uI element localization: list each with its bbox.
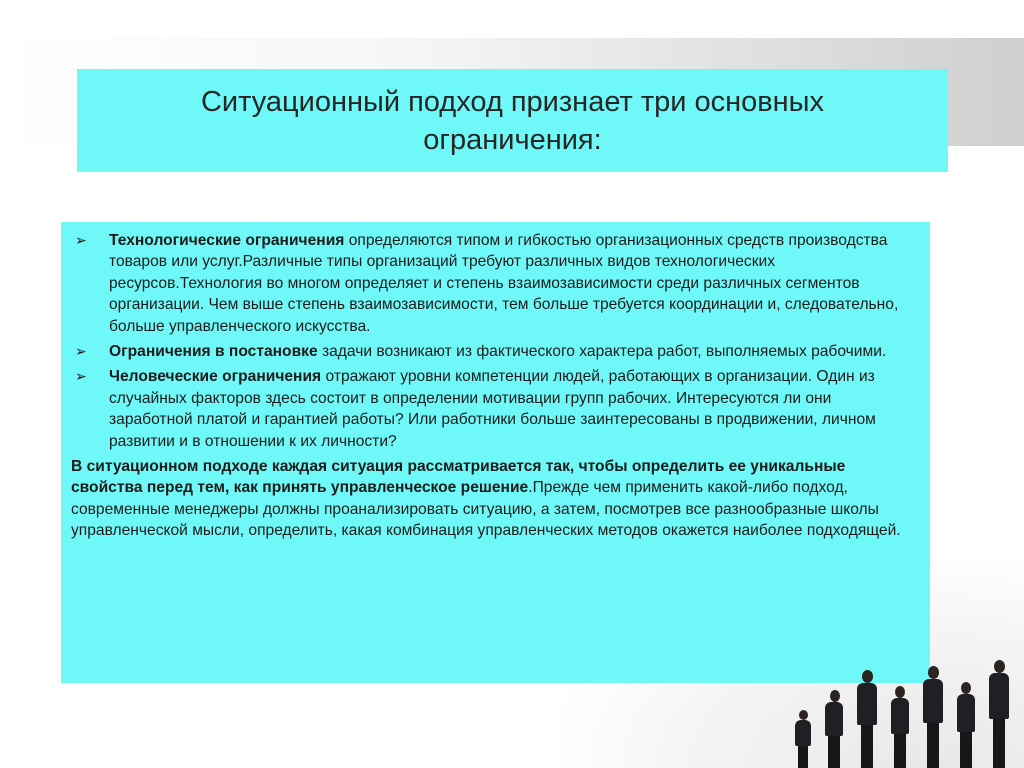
list-item-task	[71, 341, 916, 362]
content-box	[61, 222, 930, 683]
conclusion-paragraph	[71, 456, 916, 542]
list-item-human	[71, 366, 916, 452]
person-figure	[792, 710, 814, 768]
person-figure	[888, 686, 912, 768]
item-heading: Ограничения в постановке	[109, 343, 318, 361]
item-text: задачи возникают из фактического характера работ, выполняемых рабочими.	[317, 343, 887, 361]
item-heading: Человеческие ограничения	[109, 368, 322, 386]
business-people-image	[780, 640, 1024, 768]
item-text: отражают уровни компетенции людей, работающих в организации. Один из случайных факторов здесь состоит в определении мотивации групп рабочих. Интересуются ли они заработной платой и гарантией работы? Или работники больше заинтересованы в продвижении, личном развитии и в отношении к их личности?	[109, 368, 876, 450]
person-figure	[920, 666, 946, 768]
item-text: определяются типом и гибкостью организационных средств производства товаров или услуг.Различные типы организаций требуют различных видов технологических ресурсов.Технология во многом определяет и степень взаимозависимости среди различных сегментов организации. Чем выше степень взаимозависимости, тем больше требуется координации и, следовательно, больше управленческого искусства.	[109, 232, 899, 335]
list-item-technological	[71, 230, 916, 337]
person-figure	[986, 660, 1012, 768]
person-figure	[822, 690, 846, 768]
arrowhead-bullet-icon: ➢	[75, 368, 87, 385]
slide-title: Ситуационный подход признает три основных ограничения:	[200, 85, 825, 156]
person-figure	[954, 682, 978, 768]
title-box	[77, 69, 948, 172]
person-figure	[854, 670, 880, 768]
arrowhead-bullet-icon: ➢	[75, 232, 87, 248]
constraints-list	[71, 230, 916, 452]
arrowhead-bullet-icon: ➢	[75, 343, 87, 360]
conclusion-text: .Прежде чем применить какой-либо подход, современные менеджеры должны проанализировать ситуацию, а затем, посмотрев все разнообразные школы управленческой мысли, определить, какая комбинация управленческих методов окажется наиболее подходящей.	[71, 479, 901, 540]
conclusion-bold: В ситуационном подходе каждая ситуация рассматривается так, чтобы определить ее уникальные свойства перед тем, как принять управленческое решение	[71, 458, 846, 497]
item-heading: Технологические ограничения	[109, 232, 345, 249]
